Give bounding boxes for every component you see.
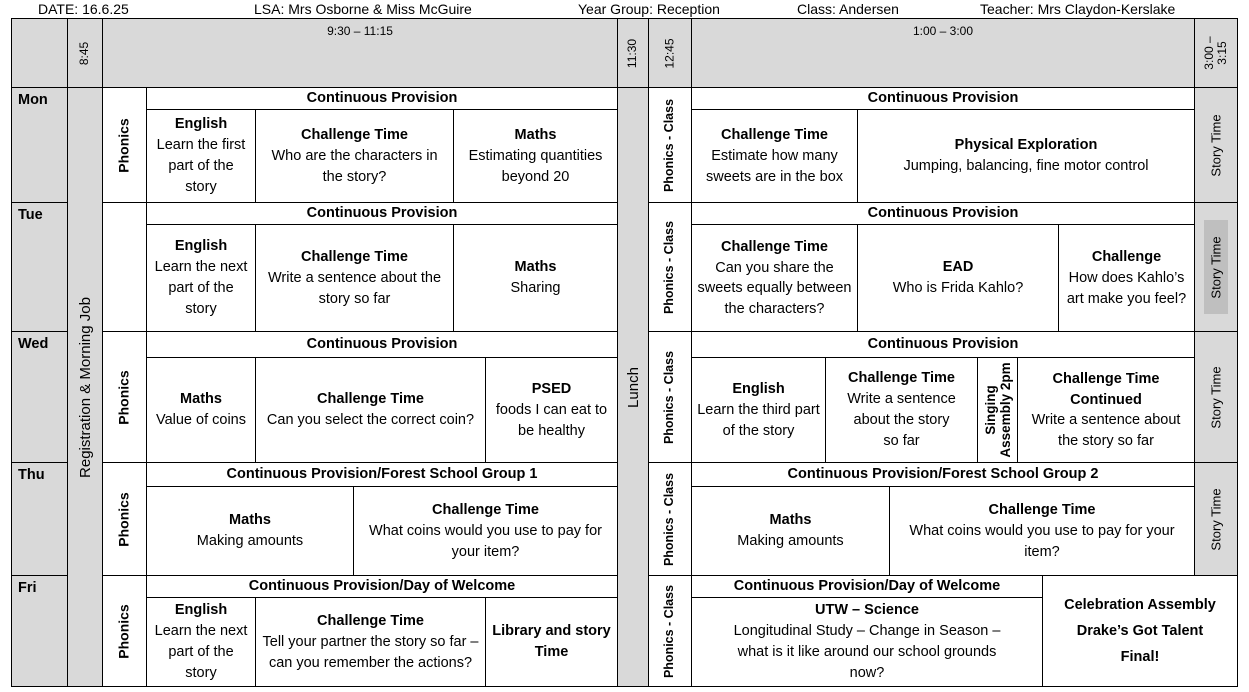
registration-label: Registration & Morning Job (76, 296, 94, 478)
wed-challenge-continued-title: Challenge Time Continued (1052, 371, 1160, 408)
mon-english-title: English (174, 116, 228, 132)
thu-maths-desc: Making amounts (196, 533, 304, 549)
year-group-label: Year Group: Reception (578, 1, 720, 17)
wed-am-continuous-provision: Continuous Provision (147, 332, 618, 358)
singing-assembly-label: Singing Assembly 2pm (982, 362, 1013, 458)
lunch-cell (618, 88, 649, 687)
mon-am-continuous-provision: Continuous Provision (147, 88, 618, 110)
wed-psed-cell (486, 358, 618, 463)
class-label: Class: Andersen (797, 1, 899, 17)
story-time-mon (1195, 88, 1238, 203)
phonics-class-label: Phonics - Class (662, 584, 677, 678)
wed-singing-cell (978, 358, 1018, 463)
story-time-tue (1195, 203, 1238, 332)
tue-challenge2-cell (1059, 225, 1195, 332)
day-mon (12, 88, 68, 203)
wed-challenge-title: Challenge Time (317, 391, 424, 407)
fri-am-continuous-provision: Continuous Provision/Day of Welcome (147, 576, 618, 598)
time-header-afternoon (692, 19, 1195, 88)
fri-utw-title: UTW – Science (815, 602, 919, 618)
phonics-class-wed (649, 332, 692, 463)
fri-library-cell (486, 598, 618, 687)
tue-challenge2-title: Challenge (1091, 248, 1162, 265)
wed-challenge-cell (256, 358, 486, 463)
fri-celebration-line2: Drake’s Got Talent (1076, 623, 1204, 639)
fri-celebration-line3: Final! (1120, 649, 1160, 665)
day-fri (12, 576, 68, 687)
tue-challenge-desc: Write a sentence about the story so far (267, 269, 442, 307)
corner-cell (12, 19, 68, 88)
wed-maths-desc: Value of coins (155, 412, 246, 428)
fri-pm-continuous-provision: Continuous Provision/Day of Welcome (692, 576, 1043, 598)
mon-english-desc: Learn the first part of the story (156, 137, 246, 195)
thu-maths-cell (147, 487, 354, 576)
wed-maths-title: Maths (180, 391, 222, 407)
thu-pm-challenge-title: Challenge Time (988, 501, 1096, 518)
mon-physical-cell (858, 110, 1195, 203)
story-time-label: Story Time (1208, 365, 1224, 429)
time-header-845 (68, 19, 103, 88)
day-thu (12, 463, 68, 576)
fri-utw-cell (692, 598, 1043, 687)
wed-challenge-continued-desc: Write a sentence about the story so far (1031, 412, 1181, 449)
phonics-thu (103, 463, 147, 576)
wed-english-title: English (732, 380, 785, 397)
tue-maths-cell (454, 225, 618, 332)
phonics-fri (103, 576, 147, 687)
tue-pm-challenge-cell (692, 225, 858, 332)
fri-challenge-cell (256, 598, 486, 687)
phonics-wed (103, 332, 147, 463)
wed-psed-title: PSED (531, 380, 572, 397)
thu-pm-maths-desc: Making amounts (737, 533, 844, 549)
time-100-300: 1:00 – 3:00 (912, 24, 974, 38)
phonics-class-fri (649, 576, 692, 687)
mon-maths-cell (454, 110, 618, 203)
phonics-class-thu (649, 463, 692, 576)
wed-pm-challenge-title: Challenge Time (848, 370, 955, 386)
fri-challenge-desc: Tell your partner the story so far – can you remember the actions? (262, 633, 479, 671)
thu-am-continuous-provision: Continuous Provision/Forest School Group 1 (147, 463, 618, 487)
thu-challenge-cell (354, 487, 618, 576)
story-time-label: Story Time (1208, 487, 1224, 551)
phonics-class-label: Phonics - Class (662, 98, 677, 192)
fri-english-cell (147, 598, 256, 687)
story-time-label: Story Time (1208, 235, 1224, 299)
fri-challenge-title: Challenge Time (317, 612, 424, 629)
time-845: 8:45 (77, 41, 92, 65)
registration-cell (68, 88, 103, 687)
wed-english-desc: Learn the third part of the story (697, 401, 820, 439)
story-time-wed (1195, 332, 1238, 463)
tue-english-desc: Learn the next part of the story (154, 259, 248, 317)
phonics-class-tue (649, 203, 692, 332)
phonics-class-label: Phonics - Class (662, 472, 677, 566)
tue-pm-challenge-desc: Can you share the sweets equally between the characters? (697, 259, 852, 317)
thu-pm-challenge-cell (890, 487, 1195, 576)
wed-english-cell (692, 358, 826, 463)
teacher-label: Teacher: Mrs Claydon-Kerslake (980, 1, 1176, 17)
tue-challenge-title: Challenge Time (301, 248, 408, 265)
day-label: Thu (18, 467, 45, 483)
phonics-mon (103, 88, 147, 203)
mon-physical-title: Physical Exploration (954, 137, 1098, 153)
thu-challenge-title: Challenge Time (432, 501, 539, 518)
day-label: Fri (18, 580, 37, 596)
phonics-label: Phonics (116, 117, 132, 173)
mon-pm-challenge-title: Challenge Time (721, 126, 828, 143)
mon-physical-desc: Jumping, balancing, fine motor control (903, 158, 1149, 174)
phonics-class-label: Phonics - Class (662, 220, 677, 314)
time-930-1115: 9:30 – 11:15 (327, 24, 393, 38)
mon-maths-title: Maths (514, 126, 557, 143)
time-300-315: 3:00 – 3:15 (1202, 36, 1229, 70)
time-1130: 11:30 (625, 38, 640, 68)
tue-challenge2-desc: How does Kahlo’s art make you feel? (1066, 269, 1187, 307)
phonics-class-mon (649, 88, 692, 203)
date-label: DATE: 16.6.25 (38, 1, 129, 17)
phonics-label: Phonics (116, 603, 132, 659)
tue-ead-desc: Who is Frida Kahlo? (892, 280, 1024, 296)
phonics-class-label: Phonics - Class (662, 350, 677, 444)
phonics-tue-empty (103, 203, 147, 332)
lsa-label: LSA: Mrs Osborne & Miss McGuire (254, 1, 472, 17)
time-header-300 (1195, 19, 1238, 88)
phonics-label: Phonics (116, 491, 132, 547)
phonics-label: Phonics (116, 369, 132, 425)
thu-pm-maths-title: Maths (769, 512, 812, 528)
thu-pm-challenge-desc: What coins would you use to pay for your item? (909, 522, 1175, 560)
tue-pm-challenge-title: Challenge Time (721, 239, 828, 255)
wed-challenge-desc: Can you select the correct coin? (266, 412, 475, 428)
fri-english-title: English (174, 602, 228, 618)
thu-maths-title: Maths (229, 512, 271, 528)
time-1245: 12:45 (662, 37, 677, 69)
tue-ead-title: EAD (942, 259, 974, 275)
wed-challenge-continued-cell (1018, 358, 1195, 463)
wed-pm-continuous-provision: Continuous Provision (692, 332, 1195, 358)
day-label: Wed (18, 336, 49, 352)
thu-pm-maths-cell (692, 487, 890, 576)
wed-maths-cell (147, 358, 256, 463)
mon-challenge-title: Challenge Time (301, 126, 408, 143)
mon-challenge-desc: Who are the characters in the story? (271, 147, 438, 185)
story-time-thu (1195, 463, 1238, 576)
tue-english-cell (147, 225, 256, 332)
fri-celebration-line1: Celebration Assembly (1064, 597, 1216, 613)
tue-challenge-cell (256, 225, 454, 332)
thu-challenge-desc: What coins would you use to pay for your item? (369, 522, 602, 560)
mon-pm-challenge-desc: Estimate how many sweets are in the box (705, 147, 844, 185)
tue-maths-desc: Sharing (510, 280, 561, 296)
fri-library-label: Library and story Time (492, 623, 611, 660)
mon-pm-challenge-cell (692, 110, 858, 203)
tue-english-title: English (174, 238, 228, 254)
story-time-label: Story Time (1208, 113, 1224, 177)
mon-challenge-cell (256, 110, 454, 203)
time-header-1245 (649, 19, 692, 88)
wed-pm-challenge-cell (826, 358, 978, 463)
fri-english-desc: Learn the next part of the story (154, 623, 248, 681)
mon-maths-desc: Estimating quantities beyond 20 (468, 147, 603, 185)
thu-pm-continuous-provision: Continuous Provision/Forest School Group 2 (692, 463, 1195, 487)
mon-pm-continuous-provision: Continuous Provision (692, 88, 1195, 110)
tue-pm-continuous-provision: Continuous Provision (692, 203, 1195, 225)
day-label: Tue (18, 207, 43, 223)
time-header-morning (103, 19, 618, 88)
lunch-label: Lunch (624, 366, 642, 408)
day-wed (12, 332, 68, 463)
time-header-1130 (618, 19, 649, 88)
wed-psed-desc: foods I can eat to be healthy (495, 401, 608, 439)
day-tue (12, 203, 68, 332)
fri-celebration-cell (1043, 576, 1238, 687)
wed-pm-challenge-desc: Write a sentence about the story so far (847, 391, 956, 449)
tue-maths-title: Maths (514, 259, 557, 275)
tue-am-continuous-provision: Continuous Provision (147, 203, 618, 225)
tue-ead-cell (858, 225, 1059, 332)
day-label: Mon (18, 92, 48, 108)
fri-utw-desc: Longitudinal Study – Change in Season – what is it like around our school grounds now? (733, 623, 1001, 681)
mon-english-cell (147, 110, 256, 203)
